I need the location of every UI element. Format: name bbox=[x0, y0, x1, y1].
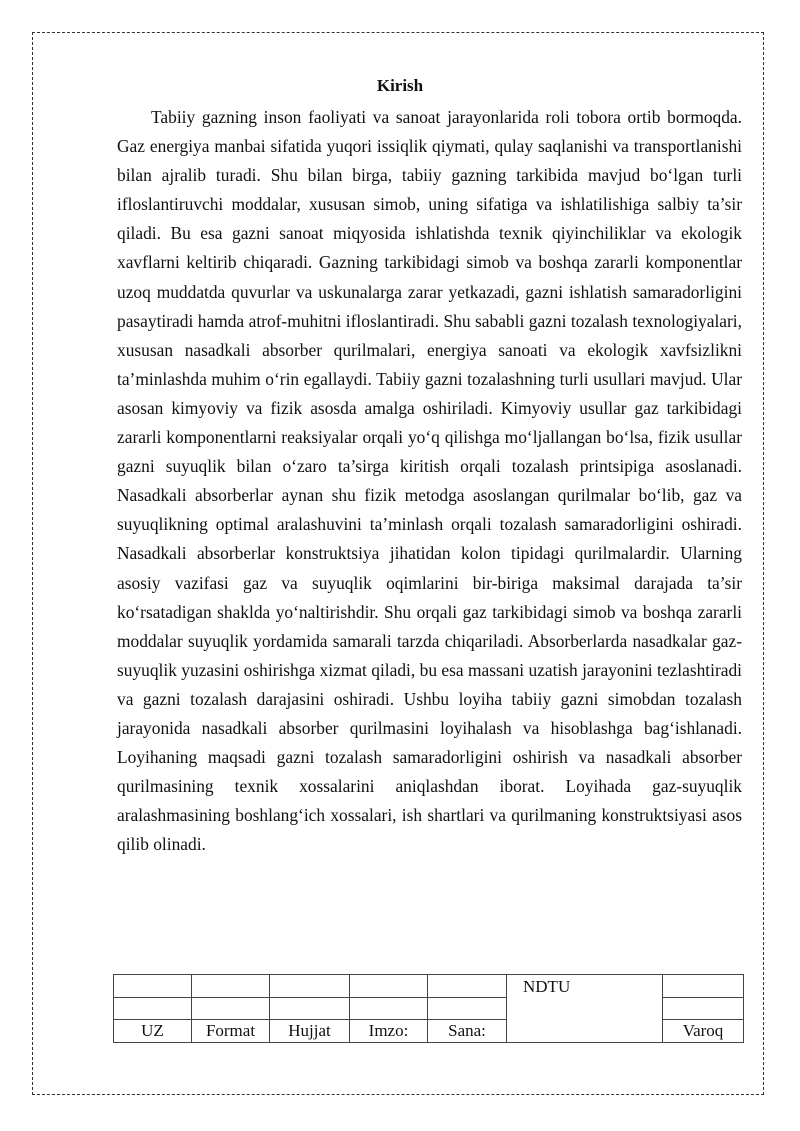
stamp-cell-empty bbox=[114, 998, 192, 1020]
stamp-cell-empty bbox=[270, 998, 350, 1020]
stamp-cell-empty bbox=[350, 998, 428, 1020]
stamp-cell-empty bbox=[428, 975, 507, 998]
stamp-label-sana: Sana: bbox=[428, 1020, 507, 1043]
title-block-table bbox=[113, 974, 744, 1043]
section-title: Kirish bbox=[376, 76, 424, 95]
stamp-cell-empty bbox=[663, 975, 744, 998]
stamp-cell-empty bbox=[663, 998, 744, 1020]
stamp-cell-empty bbox=[270, 975, 350, 998]
stamp-cell-empty bbox=[428, 998, 507, 1020]
stamp-label-uz: UZ bbox=[114, 1020, 192, 1043]
stamp-cell-empty bbox=[192, 998, 270, 1020]
stamp-cell-empty bbox=[350, 975, 428, 998]
stamp-label-varoq: Varoq bbox=[663, 1020, 744, 1043]
stamp-cell-empty bbox=[114, 975, 192, 998]
stamp-cell-empty bbox=[192, 975, 270, 998]
stamp-label-imzo: Imzo: bbox=[350, 1020, 428, 1043]
body-paragraph: Tabiiy gazning inson faoliyati va sanoat jarayonlarida roli tobora ortib bormoqda. Gaz energiya manbai sifatida yuqori issiqlik qiymati, qulay saqlanishi va transportlanishi bilan ajralib turadi. Shu bilan birga, tabiiy gazning tarkibida mavjud bo‘lgan turli ifloslantiruvchi moddalar, xususan simob, uning sifatiga va ishlatilishiga salbiy ta’sir qiladi. Bu esa gazni sanoat miqyosida ishlatishda texnik qiyinchiliklar va ekologik xavflarni keltirib chiqaradi. Gazning tarkibidagi simob va boshqa zararli komponentlar uzoq muddatda quvurlar va uskunalarga zarar yetkazadi, gazni ishlatish samaradorligini pasaytiradi hamda atrof-muhitni ifloslantiradi. Shu sababli gazni tozalash texnologiyalari, xususan nasadkali absorber qurilmalari, energiya sanoati va ekologik xavfsizlikni ta’minlashda muhim o‘rin egallaydi. Tabiiy gazni tozalashning turli usullari mavjud. Ular asosan kimyoviy va fizik asosda amalga oshiriladi. Kimyoviy usullar gaz tarkibidagi zararli komponentlarni reaksiyalar orqali yo‘q qilishga mo‘ljallangan bo‘lsa, fizik usullar gazni suyuqlik bilan o‘zaro ta’sirga kiritish orqali tozalash printsipiga asoslanadi. Nasadkali absorberlar aynan shu fizik metodga asoslangan qurilmalar bo‘lib, gaz va suyuqlikning optimal aralashuvini ta’minlash orqali tozalash samaradorligini oshiradi. Nasadkali absorberlar konstruktsiya jihatidan kolon tipidagi qurilmalardir. Ularning asosiy vazifasi gaz va suyuqlik oqimlarini bir-biriga maksimal darajada ta’sir ko‘rsatadigan shaklda yo‘naltirishdir. Shu orqali gaz tarkibidagi simob va boshqa zararli moddalar suyuqlik yordamida samarali tarzda chiqariladi. Absorberlarda nasadkalar gaz-suyuqlik yuzasini oshirishga xizmat qiladi, bu esa massani uzatish jarayonini tezlashtiradi va gazni tozalash darajasini oshiradi. Ushbu loyiha tabiiy gazni simobdan tozalash jarayonida nasadkali absorber qurilmasini loyihalash va hisoblashga bag‘ishlanadi. Loyihaning maqsadi gazni tozalash samaradorligini oshirish va nasadkali absorber qurilmasining texnik xossalarini aniqlashdan iborat. Loyihada gaz-suyuqlik aralashmasining boshlang‘ich xossalari, ish shartlari va qurilmaning konstruktsiyasi asos qilib olinadi. bbox=[117, 107, 742, 855]
stamp-institution: NDTU bbox=[507, 975, 663, 1043]
stamp-label-hujjat: Hujjat bbox=[270, 1020, 350, 1043]
stamp-label-format: Format bbox=[192, 1020, 270, 1043]
